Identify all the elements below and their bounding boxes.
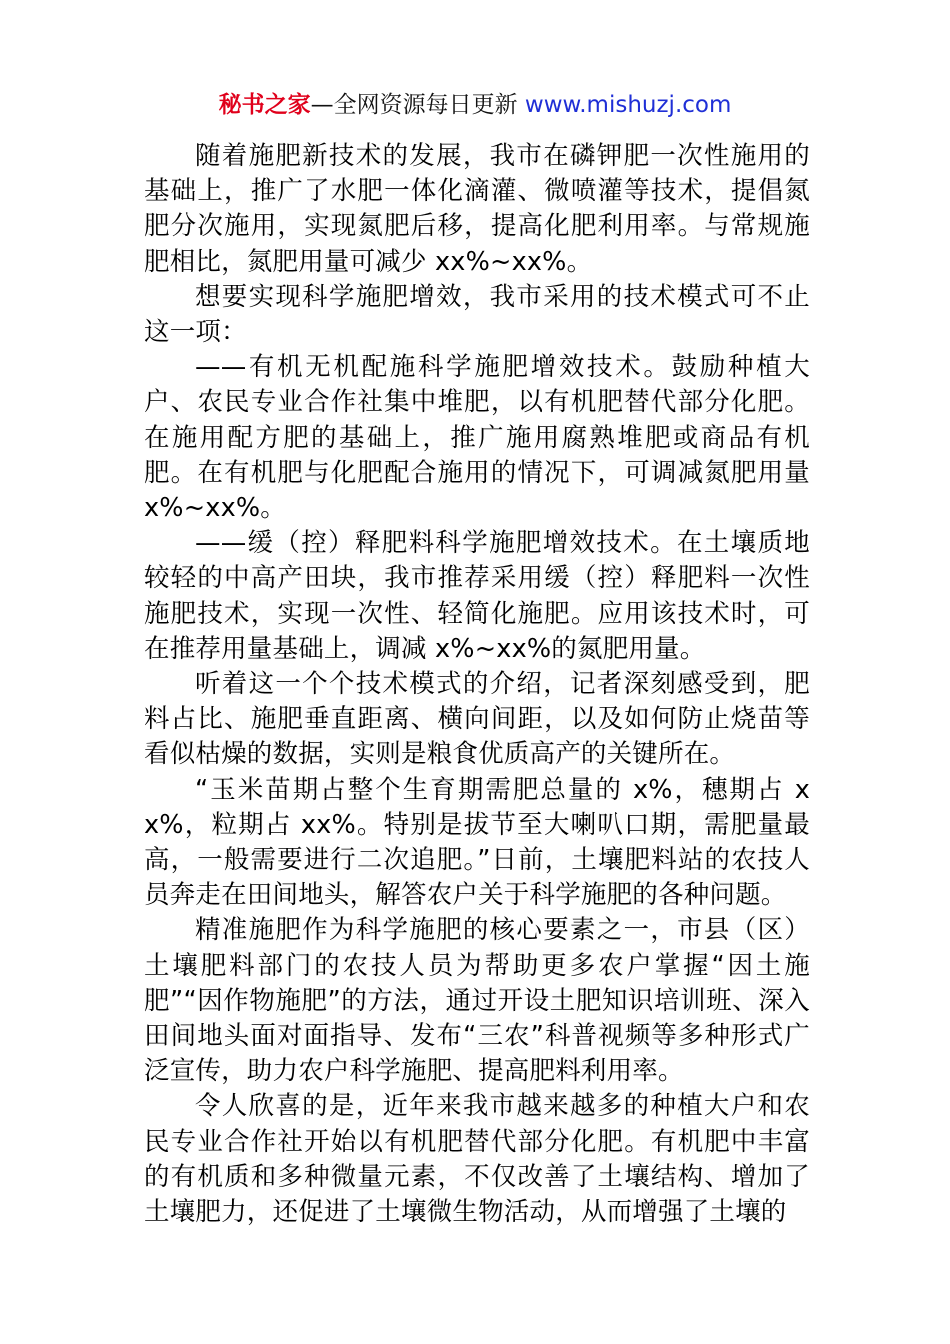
paragraph: ——有机无机配施科学施肥增效技术。鼓励种植大户、农民专业合作社集中堆肥，以有机肥替代部分化肥。在施用配方肥的基础上，推广施用腐熟堆肥或商品有机肥。在有机肥与化肥配合施用的情况下，可调减氮肥用量 x%~xx%。 [144,352,810,524]
site-url-link[interactable]: www.mishuzj.com [524,92,732,118]
site-header [0,88,950,122]
paragraph: 随着施肥新技术的发展，我市在磷钾肥一次性施用的基础上，推广了水肥一体化滴灌、微喷灌等技术，提倡氮肥分次施用，实现氮肥后移，提高化肥利用率。与常规施肥相比，氮肥用量可减少 xx%~xx%。 [144,141,810,277]
paragraph: 令人欣喜的是，近年来我市越来越多的种植大户和农民专业合作社开始以有机肥替代部分化肥。有机肥中丰富的有机质和多种微量元素，不仅改善了土壤结构、增加了土壤肥力，还促进了土壤微生物活动，从而增强了土壤的 [144,1091,810,1228]
paragraph: ——缓（控）释肥料科学施肥增效技术。在土壤质地较轻的中高产田块，我市推荐采用缓（控）释肥料一次性施肥技术，实现一次性、轻简化施肥。应用该技术时，可在推荐用量基础上，调减 x%~xx%的氮肥用量。 [144,528,810,664]
paragraph: 精准施肥作为科学施肥的核心要素之一，市县（区）土壤肥料部门的农技人员为帮助更多农户掌握“因土施肥”“因作物施肥”的方法，通过开设土肥知识培训班、深入田间地头面对面指导、发布“三农”科普视频等多种形式广泛宣传，助力农户科学施肥、提高肥料利用率。 [144,915,810,1087]
article-body [144,139,810,1230]
paragraph: 想要实现科学施肥增效，我市采用的技术模式可不止这一项： [144,281,810,348]
header-slogan: —全网资源每日更新 [310,92,518,118]
paragraph: 听着这一个个技术模式的介绍，记者深刻感受到，肥料占比、施肥垂直距离、横向间距，以及如何防止烧苗等看似枯燥的数据，实则是粮食优质高产的关键所在。 [144,669,810,770]
paragraph: “玉米苗期占整个生育期需肥总量的 x%，穗期占 xx%，粒期占 xx%。特别是拔节至大喇叭口期，需肥量最高，一般需要进行二次追肥。”日前，土壤肥料站的农技人员奔走在田间地头，解答农户关于科学施肥的各种问题。 [144,774,810,911]
brand-name: 秘书之家 [218,92,311,118]
